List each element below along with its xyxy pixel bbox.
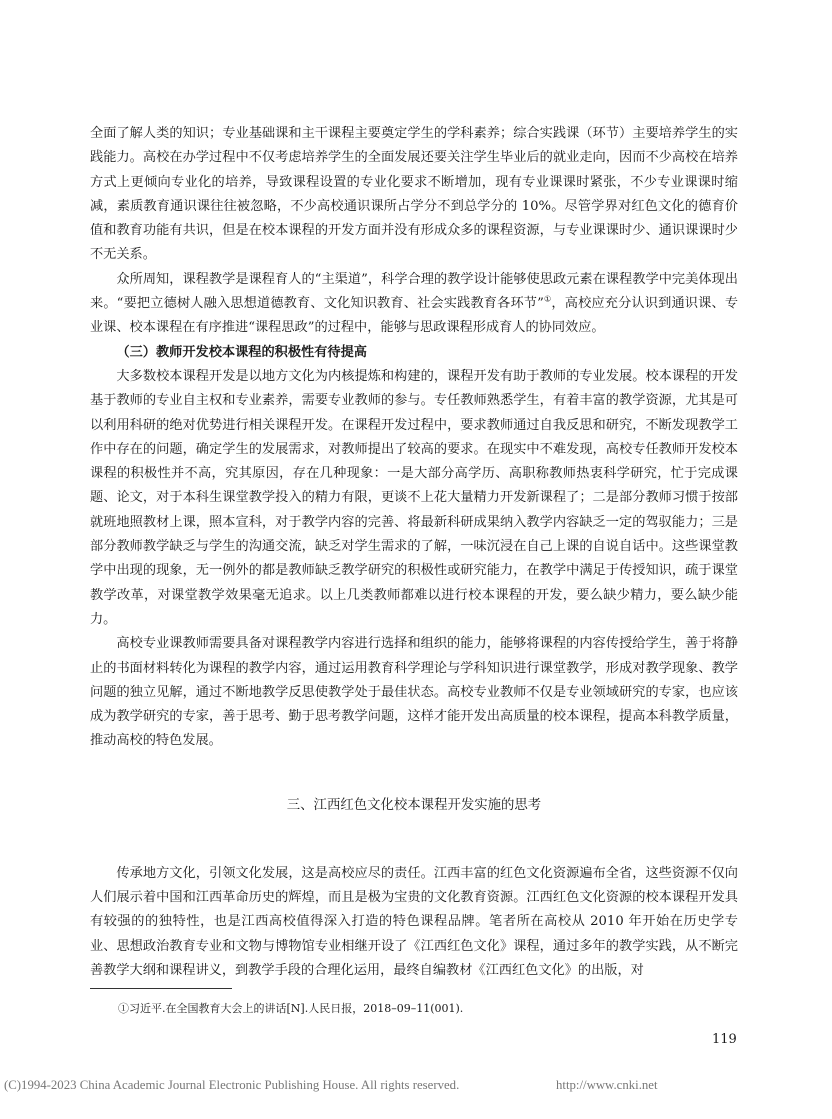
section-title: 三、江西红色文化校本课程开发实施的思考 (286, 797, 542, 813)
body-paragraph: 全面了解人类的知识；专业基础课和主干课程主要奠定学生的学科素养；综合实践课（环节）主要培养学生的实践能力。高校在办学过程中不仅考虑培养学生的全面发展还要关注学生毕业后的就业走向，因而不少高校在培养方式上更倾向专业化的培养，导致课程设置的专业化要求不断增加，现有专业课课时紧张，不少专业课课时缩减，素质教育通识课往往被忽略，不少高校通识课所占学分不到总学分的 10%。尽管学界对红色文化的德育价值和教育功能有共识，但是在校本课程的开发方面并没有形成众多的课程资源，与专业课课时少、通识课课时少不无关系。 (90, 126, 738, 263)
footnote-mark[interactable]: ① (543, 294, 552, 304)
copyright-line (4, 1078, 828, 1093)
copyright-text: (C)1994-2023 China Academic Journal Electronic Publishing House. All rights reserved. (4, 1078, 460, 1092)
footnote: ①习近平.在全国教育大会上的讲话[N].人民日报，2018–09–11(001). (118, 1002, 464, 1015)
body-paragraph: 大多数校本课程开发是以地方文化为内核提炼和构建的，课程开发有助于教师的专业发展。校本课程的开发基于教师的专业自主权和专业素养，需要专业教师的参与。专任教师熟悉学生，有着丰富的教学资源，尤其是可以利用科研的绝对优势进行相关课程开发。在课程开发过程中，要求教师通过自我反思和研究，不断发现教学工作中存在的问题，确定学生的发展需求，对教师提出了较高的要求。在现实中不难发现，高校专任教师开发校本课程的积极性并不高，究其原因，存在几种现象：一是大部分高学历、高职称教师热衷科学研究，忙于完成课题、论文，对于本科生课堂教学投入的精力有限，更谈不上花大量精力开发新课程了；二是部分教师习惯于按部就班地照教材上课，照本宣科，对于教学内容的完善、将最新科研成果纳入教学内容缺乏一定的驾驭能力；三是部分教师教学缺乏与学生的沟通交流，缺乏对学生需求的了解，一味沉浸在自己上课的自说自话中。这些课堂教学中出现的现象，无一例外的都是教师缺乏教学研究的积极性或研究能力，在教学中满足于传授知识，疏于课堂教学改革，对课堂教学效果毫无追求。以上几类教师都难以进行校本课程的开发，要么缺少精力，要么缺少能力。 (90, 368, 738, 627)
paragraph-text-continued: ，高校应充分认识到通识课、专业课、校本课程在有序推进“课程思政”的过程中，能够与思政课程形成育人的协同效应。 (90, 296, 739, 336)
subsection-heading: （三）教师开发校本课程的积极性有待提高 (116, 344, 367, 360)
body-paragraph: 高校专业课教师需要具备对课程教学内容进行选择和组织的能力，能够将课程的内容传授给学生，善于将静止的书面材料转化为课程的教学内容，通过运用教育科学理论与学科知识进行课堂教学，形成对教学现象、教学问题的独立见解，通过不断地教学反思使教学处于最佳状态。高校专业教师不仅是专业领域研究的专家，也应该成为教学研究的专家，善于思考、勤于思考教学问题，这样才能开发出高质量的校本课程，提高本科教学质量，推动高校的特色发展。 (90, 636, 738, 749)
paragraph-text: 众所周知，课程教学是课程育人的“主渠道”，科学合理的教学设计能够使思政元素在课程教学中完美体现出来。“要把立德树人融入思想道德教育、文化知识教育、社会实践教育各环节” (90, 271, 738, 312)
footnote-divider (90, 988, 232, 989)
body-paragraph: 传承地方文化，引领文化发展，这是高校应尽的责任。江西丰富的红色文化资源遍布全省，这些资源不仅向人们展示着中国和江西革命历史的辉煌，而且是极为宝贵的文化教育资源。江西红色文化资源的校本课程开发具有较强的的独特性，也是江西高校值得深入打造的特色课程品牌。笔者所在高校从 2010 年开始在历史学专业、思想政治教育专业和文物与博物馆专业相继开设了《江西红色文化》课程，通过多年的教学实践，从不断完善教学大纲和课程讲义，到教学手段的合理化运用，最终自编教材《江西红色文化》的出版，对 (90, 865, 738, 978)
body-paragraph-with-citation (90, 268, 738, 341)
cnki-link[interactable]: http://www.cnki.net (556, 1078, 658, 1092)
page-number: 119 (712, 1032, 737, 1047)
article-body (90, 122, 738, 983)
